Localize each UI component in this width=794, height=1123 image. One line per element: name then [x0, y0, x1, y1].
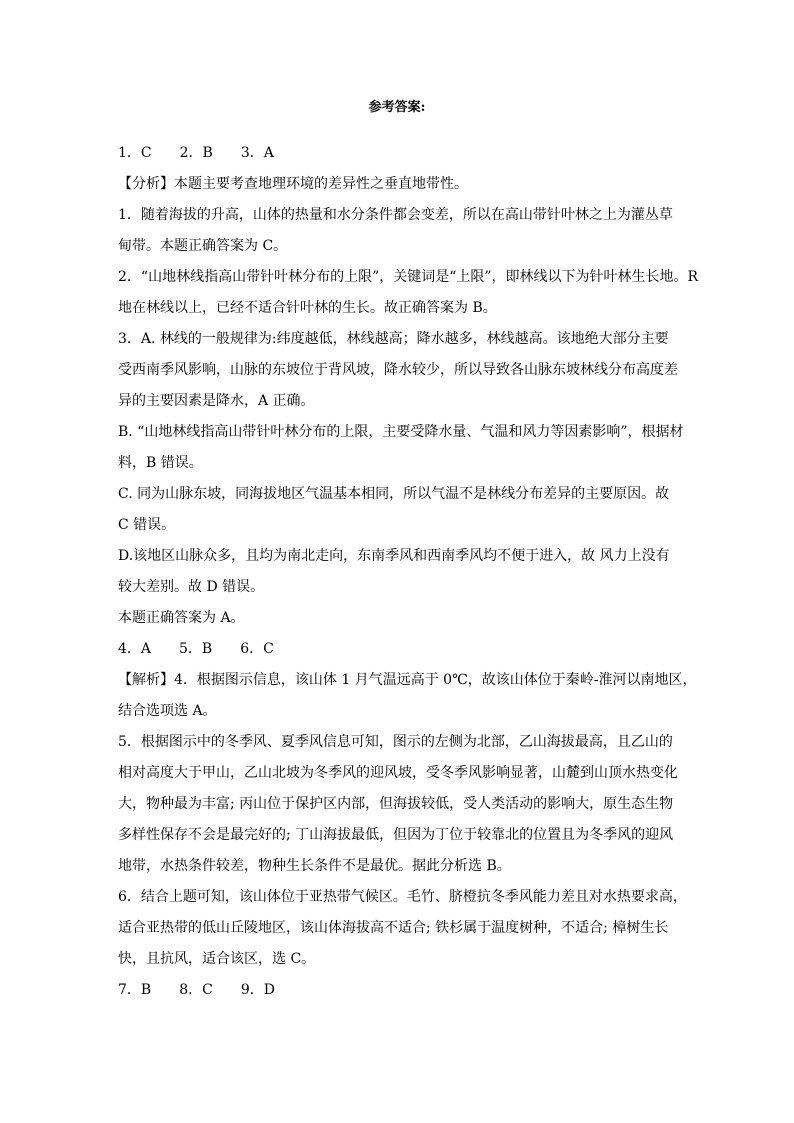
explanation-4: 【解析】4．根据图示信息，该山体 1 月气温远高于 0℃，故该山体位于秦岭-淮河以南地区， [118, 672, 697, 688]
answers-7-9: 7．B 8．C 9．D [118, 982, 275, 998]
explanation-3-c-cont: C 错误。 [118, 517, 176, 533]
explanation-3-d: D.该地区山脉众多，且均为南北走向，东南季风和西南季风均不便于进入，故 风力上没有 [118, 548, 670, 564]
explanation-5-cont: 大，物种最为丰富; 丙山位于保护区内部，但海拔较低，受人类活动的影响大，原生态生物 [118, 796, 674, 812]
explanation-5-cont: 相对高度大于甲山，乙山北坡为冬季风的迎风坡，受冬季风影响显著，山麓到山顶水热变化 [118, 765, 678, 781]
explanation-2-cont: 地在林线以上，已经不适合针叶林的生长。故正确答案为 B。 [118, 300, 497, 316]
explanation-3: 3．A. 林线的一般规律为:纬度越低，林线越高；降水越多，林线越高。该地绝大部分主要 [118, 331, 669, 347]
explanation-5-cont: 地带，水热条件较差，物种生长条件不是最优。据此分析选 B。 [118, 858, 511, 874]
answers-1-3: 1．C 2．B 3．A [118, 145, 274, 161]
explanation-3-c: C. 同为山脉东坡，同海拔地区气温基本相同，所以气温不是林线分布差异的主要原因。故 [118, 486, 670, 502]
explanation-3-b: B. “山地林线指高山带针叶林分布的上限，主要受降水量、气温和风力等因素影响”，根据材 [118, 424, 684, 440]
explanation-3-cont: 受西南季风影响，山脉的东坡位于背风坡，降水较少，所以导致各山脉东坡林线分布高度差 [118, 362, 678, 378]
explanation-4-cont: 结合选项选 A。 [118, 703, 217, 719]
explanation-3-conclusion: 本题正确答案为 A。 [118, 610, 245, 626]
explanation-5-cont: 多样性保存不会是最完好的; 丁山海拔最低，但因为丁位于较靠北的位置且为冬季风的迎风 [118, 827, 674, 843]
explanation-6-cont: 适合亚热带的低山丘陵地区，该山体海拔高不适合; 铁杉属于温度树种，不适合; 樟树生长 [118, 920, 669, 936]
explanation-2: 2．“山地林线指高山带针叶林分布的上限”，关键词是“上限”，即林线以下为针叶林生长地。R [118, 269, 699, 285]
explanation-1: 1．随着海拔的升高，山体的热量和水分条件都会变差，所以在高山带针叶林之上为灌丛草 [118, 207, 673, 223]
explanation-6-cont: 快，且抗风，适合该区，选 C。 [118, 951, 316, 967]
analysis-header: 【分析】本题主要考查地理环境的差异性之垂直地带性。 [118, 176, 468, 192]
explanation-3-d-cont: 较大差别。故 D 错误。 [118, 579, 265, 595]
explanation-1-cont: 甸带。本题正确答案为 C。 [118, 238, 288, 254]
explanation-6: 6．结合上题可知，该山体位于亚热带气候区。毛竹、脐橙抗冬季风能力差且对水热要求高， [118, 889, 687, 905]
explanation-5: 5．根据图示中的冬季风、夏季风信息可知，图示的左侧为北部，乙山海拔最高，且乙山的 [118, 734, 673, 750]
explanation-3-b-cont: 料，B 错误。 [118, 455, 203, 471]
page-title: 参考答案: [368, 100, 426, 115]
answers-4-6: 4．A 5．B 6．C [118, 641, 274, 657]
explanation-3-cont: 异的主要因素是降水，A 正确。 [118, 393, 315, 409]
